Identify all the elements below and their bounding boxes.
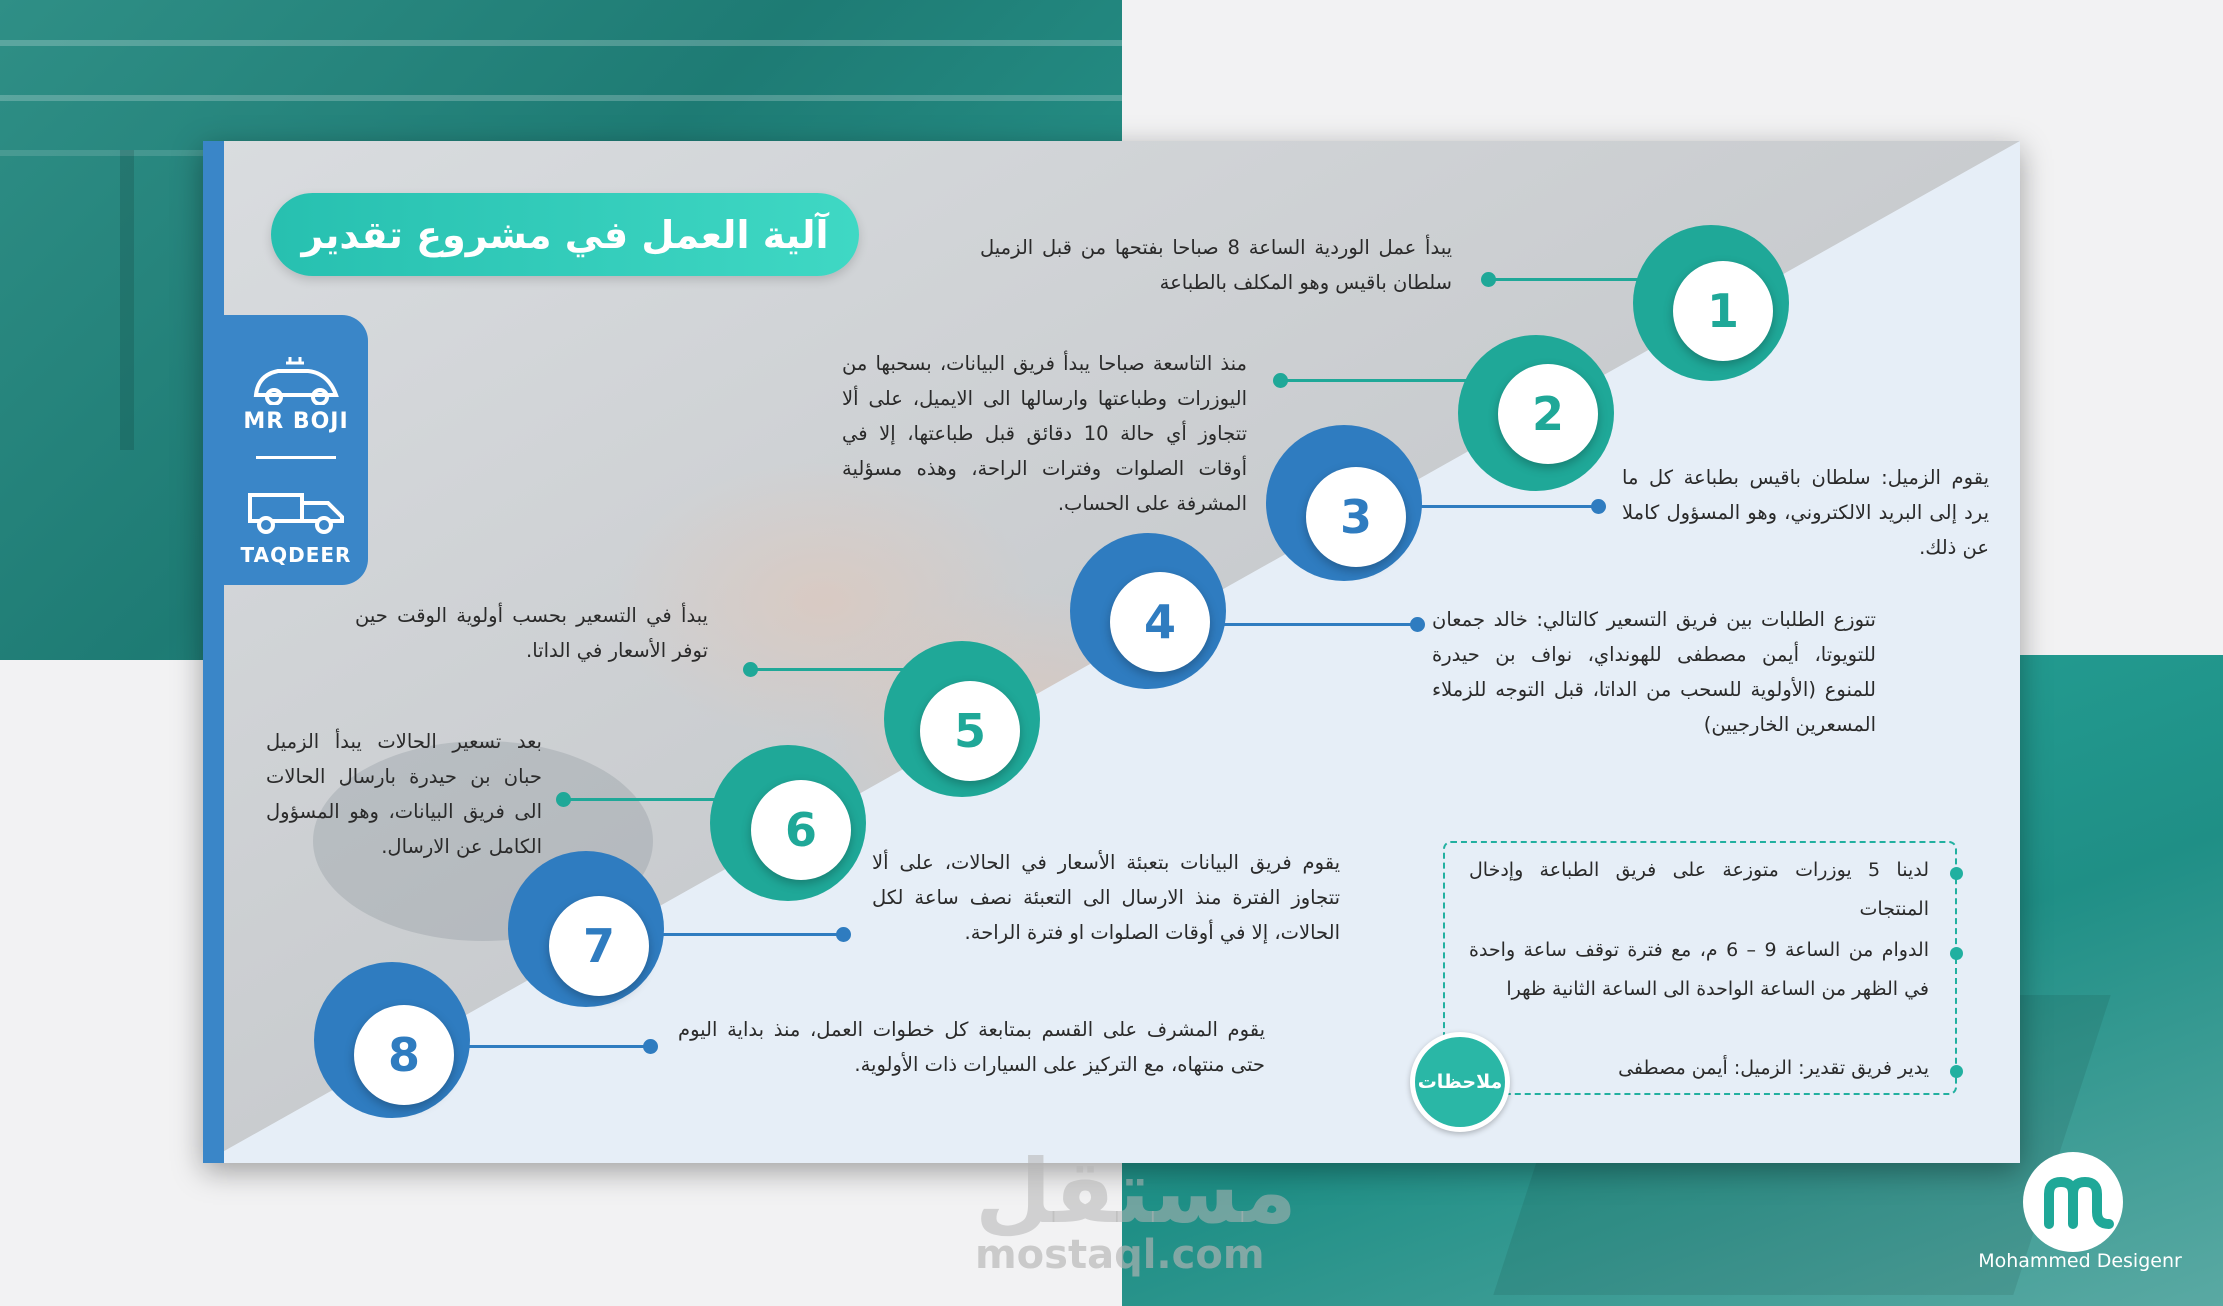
step-6-text: بعد تسعير الحالات يبدأ الزميل حبان بن حيدرة بارسال الحالات الى فريق البيانات، وهو المسؤول الكامل عن الارسال. [266,730,542,858]
note-bullet-2 [1950,947,1963,960]
step-1-number: 1 [1673,261,1773,361]
step-5-text: يبدأ في التسعير بحسب أولوية الوقت حين توفر الأسعار في الداتا. [355,604,708,662]
tow-truck-icon [244,475,348,537]
watermark-url: mostaql.com [975,1232,1265,1278]
designer-name: Mohammed Desigenr [1978,1250,2182,1272]
step-4-connector [1210,623,1417,626]
note-bullet-1 [1950,867,1963,880]
step-8-text: يقوم المشرف على القسم بمتابعة كل خطوات العمل، منذ بداية اليوم حتى منتهاه، مع التركيز على السيارات ذات الأولوية. [678,1018,1265,1076]
logo-divider [256,456,336,459]
notes-box [1443,841,1957,1095]
step-7-number: 7 [549,896,649,996]
step-7-connector [630,933,840,936]
step-2-dot [1273,373,1288,388]
step-2-text: منذ التاسعة صباحا يبدأ فريق البيانات، بسحبها من اليوزرات وطباعتها وارسالها الى الايميل، على ألا تتجاوز أي حالة 10 دقائق قبل طباعتها، إلا في أوقات الصلوات وفترات الراحة، وهذه مسؤلية المشرفة على الحساب. [842,352,1248,515]
watermark-arabic: مستقل [975,1140,1297,1243]
step-4-number: 4 [1110,572,1210,672]
note-item-1: لدينا 5 يوزرات متوزعة على فريق الطباعة وإدخال المنتجات [1469,859,1929,920]
step-5-dot [743,662,758,677]
note-item-2: الدوام من الساعة 9 – 6 م، مع فترة توقف ساعة واحدة في الظهر من الساعة الواحدة الى الساعة الثانية ظهرا [1469,939,1929,1000]
step-5-number: 5 [920,681,1020,781]
designer-logo [2023,1152,2123,1252]
step-1-text: يبدأ عمل الوردية الساعة 8 صباحا بفتحها من قبل الزميل سلطان باقيس وهو المكلف بالطباعة [980,236,1453,294]
step-2-connector [1280,379,1498,382]
step-3-connector [1400,505,1597,508]
step-6-number: 6 [751,780,851,880]
car-plug-icon [246,353,346,405]
step-3-dot [1591,499,1606,514]
step-3-number: 3 [1306,467,1406,567]
step-6-dot [556,792,571,807]
step-2-number: 2 [1498,364,1598,464]
step-8-number: 8 [354,1005,454,1105]
left-accent-stripe [203,141,224,1163]
brand-logo-box [224,315,368,585]
step-4-text: تتوزع الطلبات بين فريق التسعير كالتالي: خالد جمعان للتويوتا، أيمن مصطفى للهونداي، نواف بن حيدرة للمنوع (الأولوية للسحب من الداتا، قبل التوجه للزملاء المسعرين الخارجيين) [1432,608,1876,736]
page-title: آلية العمل في مشروع تقدير [271,193,859,276]
step-1-dot [1481,272,1496,287]
logo-text-top: MR BOJI [243,409,349,434]
step-5-connector [750,668,922,671]
step-1-connector [1488,278,1656,281]
step-8-connector [440,1045,650,1048]
note-bullet-3 [1950,1065,1963,1078]
step-7-text: يقوم فريق البيانات بتعبئة الأسعار في الحالات، على ألا تتجاوز الفترة منذ الارسال الى التعبئة نصف ساعة لكل الحالات، إلا في أوقات الصلوات او فترة الراحة. [872,851,1340,944]
step-3-text: يقوم الزميل: سلطان باقيس بطباعة كل ما يرد إلى البريد الالكتروني، وهو المسؤول كاملا عن ذلك. [1622,466,1989,559]
designer-logo-mark-icon [2023,1152,2123,1252]
step-4-dot [1410,617,1425,632]
notes-badge: ملاحظات [1410,1032,1510,1132]
step-8-dot [643,1039,658,1054]
note-item-3: يدير فريق تقدير: الزميل: أيمن مصطفى [1618,1057,1929,1079]
step-7-dot [836,927,851,942]
step-6-connector [563,798,761,801]
logo-text-bottom: TAQDEER [240,543,352,567]
